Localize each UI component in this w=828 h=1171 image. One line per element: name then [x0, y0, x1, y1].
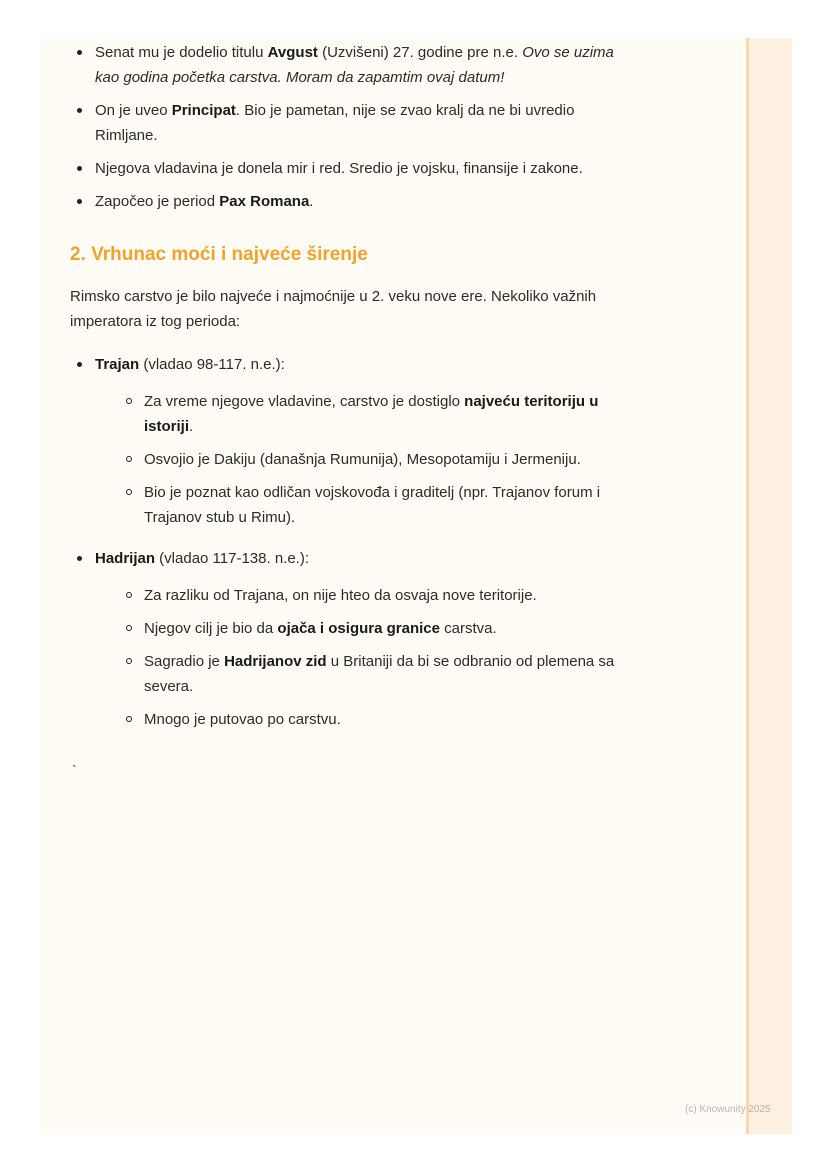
hadrijan-details — [95, 583, 640, 732]
bold-text: Hadrijanov zid — [224, 653, 327, 670]
list-item — [70, 156, 640, 181]
bold-text: Avgust — [267, 44, 318, 61]
emperor-reign: (vladao 98-117. n.e.): — [139, 356, 285, 373]
document-content — [70, 40, 640, 748]
text: u Britaniji da bi se odbranio od plemena sa severa. — [144, 653, 615, 695]
bold-text: ojača i osigura granice — [277, 620, 440, 637]
sub-list-item — [95, 616, 640, 641]
text: carstva. — [439, 620, 497, 637]
text: Mnogo je putovao po carstvu. — [144, 711, 341, 728]
text: Njegov cilj je bio da — [144, 620, 278, 637]
sub-list-item — [95, 480, 640, 530]
trajan-details — [95, 389, 640, 530]
text: . — [189, 418, 194, 435]
side-strip — [749, 38, 792, 1134]
text: Njegova vladavina je donela mir i red. Sredio je vojsku, finansije i zakone. — [95, 160, 583, 177]
text: Bio je poznat kao odličan vojskovođa i graditelj (npr. Trajanov forum i Trajanov stub u Rimu). — [144, 484, 601, 526]
text: Započeo je period — [95, 193, 220, 210]
intro-list — [70, 40, 640, 214]
bold-text: Principat — [171, 102, 236, 119]
bold-text: najveću teritoriju u istoriji — [144, 393, 599, 435]
section-heading: 2. Vrhunac moći i najveće širenje — [70, 244, 368, 265]
text: Senat mu je dodelio titulu — [95, 44, 268, 61]
list-item — [70, 98, 640, 148]
sub-list-item — [95, 447, 640, 472]
emperors-list — [70, 352, 640, 732]
stray-mark: ` — [72, 762, 77, 778]
text: On je uveo — [95, 102, 172, 119]
text: Osvojio je Dakiju (današnja Rumunija), Mesopotamiju i Jermeniju. — [144, 451, 581, 468]
text: Sagradio je — [144, 653, 225, 670]
bold-text: Pax Romana — [219, 193, 310, 210]
emperor-reign: (vladao 117-138. n.e.): — [155, 550, 309, 567]
sub-list-item — [95, 583, 640, 608]
section-paragraph: Rimsko carstvo je bilo najveće i najmoćnije u 2. veku nove ere. Nekoliko važnih imperatora iz tog perioda: — [70, 288, 597, 330]
text: . Bio je pametan, nije se zvao kralj da ne bi uvredio Rimljane. — [95, 102, 575, 144]
text: (Uzvišeni) 27. godine pre n.e. — [317, 44, 523, 61]
emperor-name: Trajan — [95, 356, 140, 373]
sub-list-item — [95, 649, 640, 699]
text: . — [309, 193, 314, 210]
emperor-item-trajan — [70, 352, 640, 530]
list-item — [70, 189, 640, 214]
emperor-item-hadrijan — [70, 546, 640, 732]
copyright-footer: (c) Knowunity 2025 — [685, 1104, 771, 1115]
italic-note: Ovo se uzima kao godina početka carstva. Moram da zapamtim ovaj datum! — [95, 44, 614, 86]
list-item — [70, 40, 640, 90]
text: Za razliku od Trajana, on nije hteo da osvaja nove teritorije. — [144, 587, 537, 604]
sub-list-item — [95, 707, 640, 732]
text: Za vreme njegove vladavine, carstvo je dostiglo — [144, 393, 465, 410]
emperor-name: Hadrijan — [95, 550, 156, 567]
sub-list-item — [95, 389, 640, 439]
